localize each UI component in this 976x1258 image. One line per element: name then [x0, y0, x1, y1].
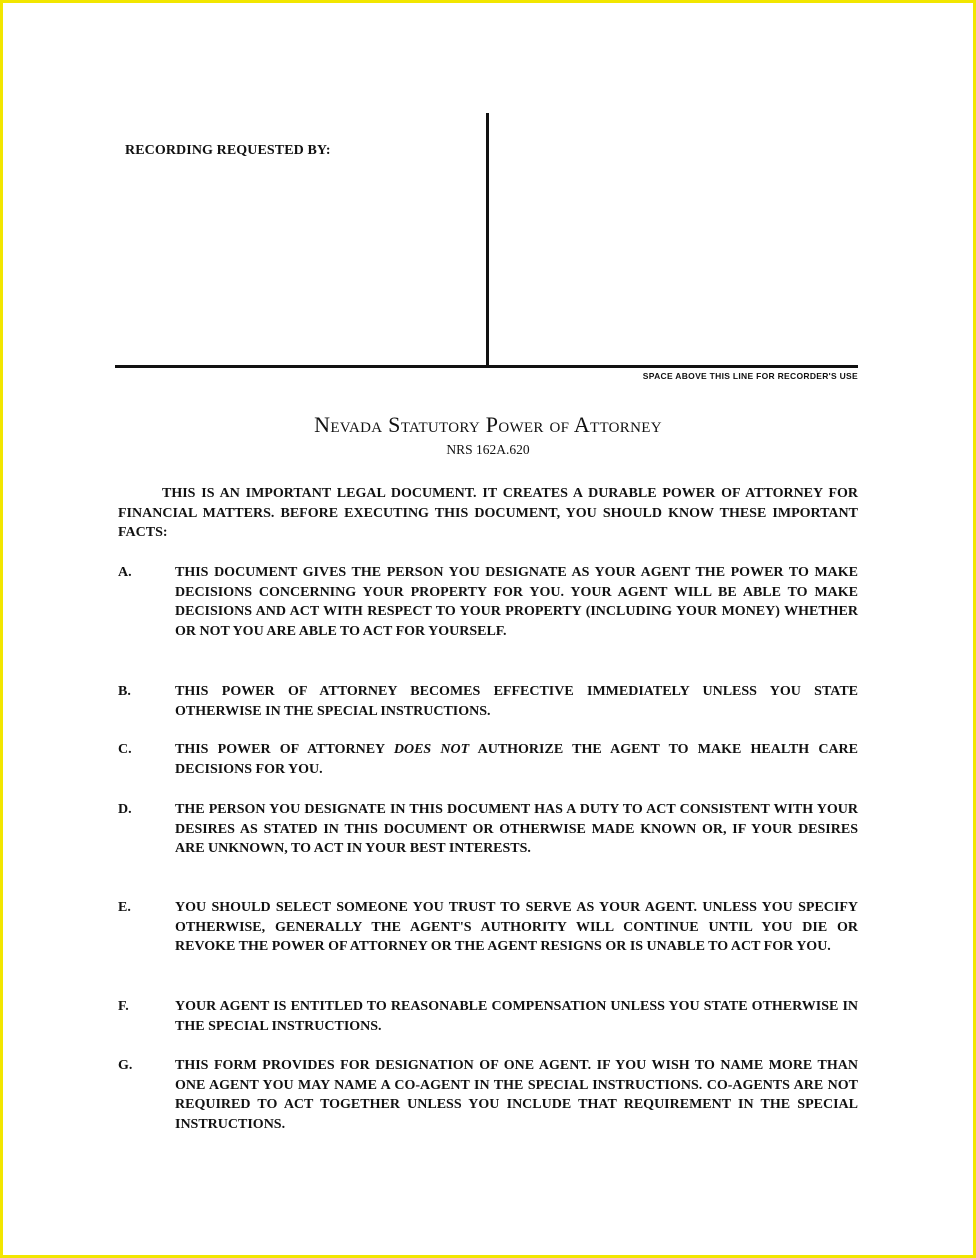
list-item [118, 1056, 858, 1134]
list-item [118, 898, 858, 957]
list-item [118, 997, 858, 1036]
list-item-letter: C. [118, 742, 132, 757]
document-title: Nevada Statutory Power of Attorney [314, 412, 662, 437]
list-item-text-part: THIS POWER OF ATTORNEY [175, 742, 394, 757]
list-item-text: THIS FORM PROVIDES FOR DESIGNATION OF ONE AGENT. IF YOU WISH TO NAME MORE THAN ONE AGENT YOU MAY NAME A CO-AGENT IN THE SPECIAL INSTRUCTIONS. CO-AGENTS ARE NOT REQUIRED TO ACT TOGETHER UNLESS YOU INCLUDE THAT REQUIREMENT IN THE SPECIAL INSTRUCTIONS. [175, 1058, 858, 1132]
list-item-text: YOU SHOULD SELECT SOMEONE YOU TRUST TO SERVE AS YOUR AGENT. UNLESS YOU SPECIFY OTHERWISE, GENERALLY THE AGENT'S AUTHORITY WILL CONTINUE UNTIL YOU DIE OR REVOKE THE POWER OF ATTORNEY OR THE AGENT RESIGNS OR IS UNABLE TO ACT FOR YOU. [175, 900, 858, 954]
list-item-emphasis: DOES NOT [393, 742, 470, 757]
list-item-letter: B. [118, 684, 131, 699]
list-item-text: YOUR AGENT IS ENTITLED TO REASONABLE COMPENSATION UNLESS YOU STATE OTHERWISE IN THE SPECIAL INSTRUCTIONS. [175, 999, 858, 1034]
list-item [118, 800, 858, 859]
list-item-letter: F. [118, 999, 129, 1014]
recording-requested-label: RECORDING REQUESTED BY: [125, 143, 331, 158]
list-item-text: THIS DOCUMENT GIVES THE PERSON YOU DESIGNATE AS YOUR AGENT THE POWER TO MAKE DECISIONS CONCERNING YOUR PROPERTY FOR YOU. YOUR AGENT WILL BE ABLE TO MAKE DECISIONS AND ACT WITH RESPECT TO YOUR PROPERTY (INCLUDING YOUR MONEY) WHETHER OR NOT YOU ARE ABLE TO ACT FOR YOURSELF. [175, 565, 858, 639]
list-item-letter: A. [118, 565, 132, 580]
intro-paragraph: THIS IS AN IMPORTANT LEGAL DOCUMENT. IT CREATES A DURABLE POWER OF ATTORNEY FOR FINANCIAL MATTERS. BEFORE EXECUTING THIS DOCUMENT, YOU SHOULD KNOW THESE IMPORTANT FACTS: [118, 486, 858, 540]
document-statute-reference: NRS 162A.620 [446, 442, 530, 457]
list-item-text-part: AUTHORIZE THE AGENT TO MAKE HEALTH CARE DECISIONS FOR YOU. [175, 742, 858, 777]
list-item-letter: G. [118, 1058, 133, 1073]
recording-box-vertical-divider [486, 113, 489, 366]
recorder-use-note: SPACE ABOVE THIS LINE FOR RECORDER'S USE [642, 371, 858, 381]
list-item-text [175, 740, 858, 779]
recorder-space-line [115, 365, 858, 368]
list-item-letter: E. [118, 900, 131, 915]
list-item-text: THIS POWER OF ATTORNEY BECOMES EFFECTIVE IMMEDIATELY UNLESS YOU STATE OTHERWISE IN THE SPECIAL INSTRUCTIONS. [175, 684, 858, 719]
list-item-text: THE PERSON YOU DESIGNATE IN THIS DOCUMENT HAS A DUTY TO ACT CONSISTENT WITH YOUR DESIRES AS STATED IN THIS DOCUMENT OR OTHERWISE MADE KNOWN OR, IF YOUR DESIRES ARE UNKNOWN, TO ACT IN YOUR BEST INTERESTS. [175, 802, 858, 856]
list-item-letter: D. [118, 802, 132, 817]
list-item [118, 563, 858, 641]
list-item [118, 740, 858, 779]
list-item [118, 682, 858, 721]
